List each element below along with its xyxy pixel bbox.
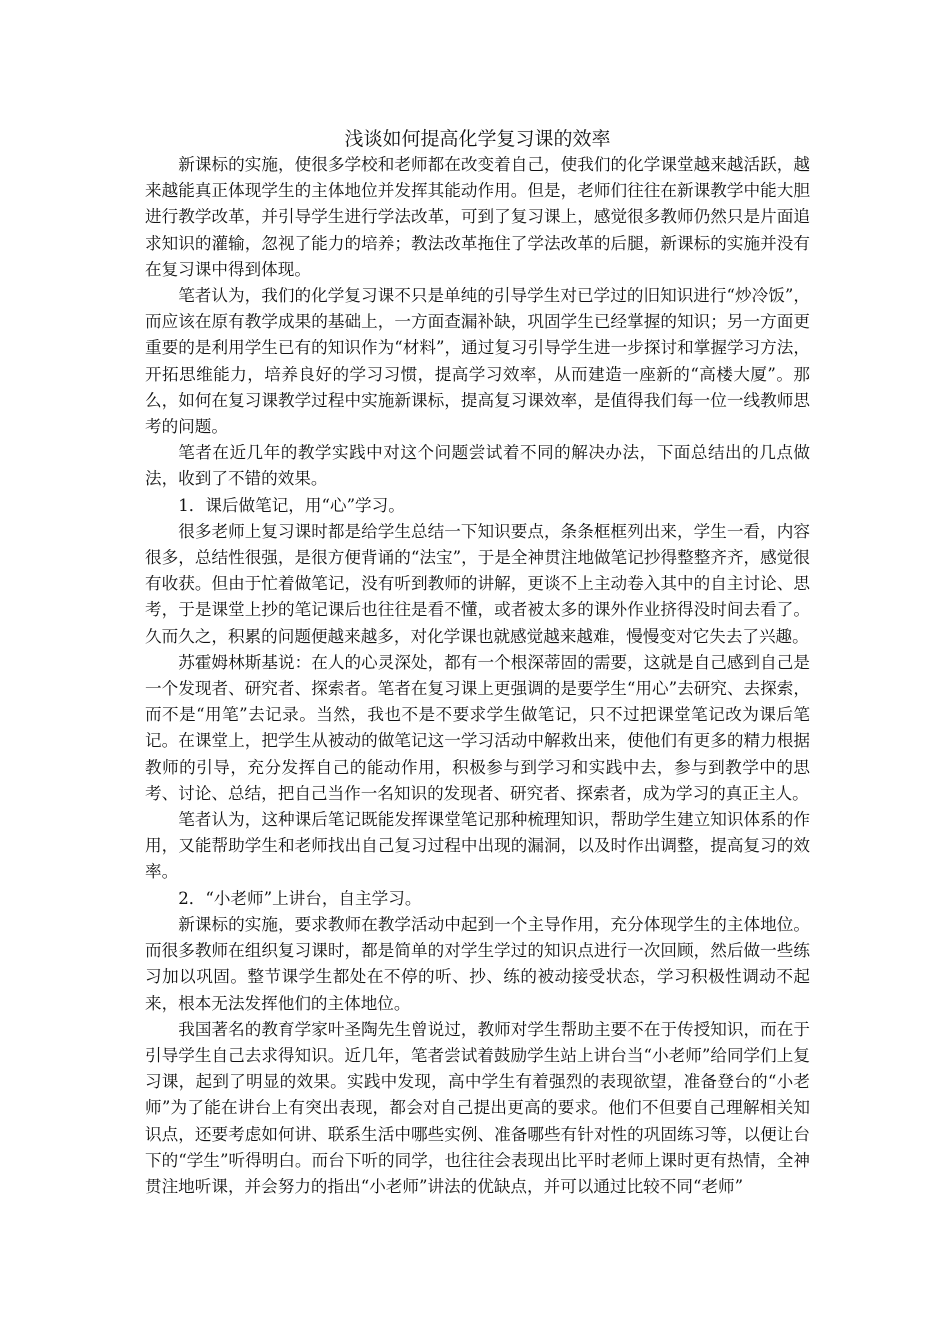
paragraph-6: 笔者认为，这种课后笔记既能发挥课堂笔记那种梳理知识，帮助学生建立知识体系的作用，又能帮助学生和老师找出自己复习过程中出现的漏洞，以及时作出调整，提高复习的效率。	[145, 810, 810, 882]
paragraph-1: 新课标的实施，使很多学校和老师都在改变着自己，使我们的化学课堂越来越活跃，越来越能真正体现学生的主体地位并发挥其能动作用。但是，老师们往往在新课教学中能大胆进行教学改革，并引导学生进行学法改革，可到了复习课上，感觉很多教师仍然只是片面追求知识的灌输，忽视了能力的培养；教法改革拖住了学法改革的后腿，新课标的实施并没有在复习课中得到体现。	[145, 155, 810, 279]
paragraph-4: 很多老师上复习课时都是给学生总结一下知识要点，条条框框列出来，学生一看，内容很多，总结性很强，是很方便背诵的“法宝”，于是全神贯注地做笔记抄得整整齐齐，感觉很有收获。但由于忙着做笔记，没有听到教师的讲解，更谈不上主动卷入其中的自主讨论、思考，于是课堂上抄的笔记课后也往往是看不懂，或者被太多的课外作业挤得没时间去看了。久而久之，积累的问题便越来越多，对化学课也就感觉越来越难，慢慢变对它失去了兴趣。	[145, 521, 810, 646]
section-heading-2: 2．“小老师”上讲台，自主学习。	[178, 888, 422, 908]
paragraph-7: 新课标的实施，要求教师在教学活动中起到一个主导作用，充分体现学生的主体地位。而很多教师在组织复习课时，都是简单的对学生学过的知识点进行一次回顾，然后做一些练习加以巩固。整节课学生都处在不停的听、抄、练的被动接受状态，学习积极性调动不起来，根本无法发挥他们的主体地位。	[145, 914, 810, 1013]
paragraph-3: 笔者在近几年的教学实践中对这个问题尝试着不同的解决办法，下面总结出的几点做法，收到了不错的效果。	[145, 443, 810, 489]
paragraph-2: 笔者认为，我们的化学复习课不只是单纯的引导学生对已学过的旧知识进行“炒冷饭”，而应该在原有教学成果的基础上，一方面查漏补缺，巩固学生已经掌握的知识；另一方面更重要的是利用学生已有的知识作为“材料”，通过复习引导学生进一步探讨和掌握学习方法，开拓思维能力，培养良好的学习习惯，提高学习效率，从而建造一座新的“高楼大厦”。那么，如何在复习课教学过程中实施新课标，提高复习课效率，是值得我们每一位一线教师思考的问题。	[145, 286, 810, 437]
document-title: 浅谈如何提高化学复习课的效率	[344, 128, 611, 150]
document-page	[145, 126, 810, 1200]
section-heading-1: 1．课后做笔记，用“心”学习。	[178, 495, 405, 515]
paragraph-8: 我国著名的教育学家叶圣陶先生曾说过，教师对学生帮助主要不在于传授知识，而在于引导学生自己去求得知识。近几年，笔者尝试着鼓励学生站上讲台当“小老师”给同学们上复习课，起到了明显的效果。实践中发现，高中学生有着强烈的表现欲望，准备登台的“小老师”为了能在讲台上有突出表现，都会对自己提出更高的要求。他们不但要自己理解相关知识点，还要考虑如何讲、联系生活中哪些实例、准备哪些有针对性的巩固练习等，以便让台下的“学生”听得明白。而台下听的同学，也往往会表现出比平时老师上课时更有热情，全神贯注地听课，并会努力的指出“小老师”讲法的优缺点，并可以通过比较不同“老师”	[145, 1019, 810, 1196]
paragraph-5: 苏霍姆林斯基说：在人的心灵深处，都有一个根深蒂固的需要，这就是自己感到自己是一个发现者、研究者、探索者。笔者在复习课上更强调的是要学生“用心”去研究、去探索，而不是“用笔”去记录。当然，我也不是不要求学生做笔记，只不过把课堂笔记改为课后笔记。在课堂上，把学生从被动的做笔记这一学习活动中解救出来，使他们有更多的精力根据教师的引导，充分发挥自己的能动作用，积极参与到学习和实践中去，参与到教学中的思考、讨论、总结，把自己当作一名知识的发现者、研究者、探索者，成为学习的真正主人。	[145, 652, 810, 803]
